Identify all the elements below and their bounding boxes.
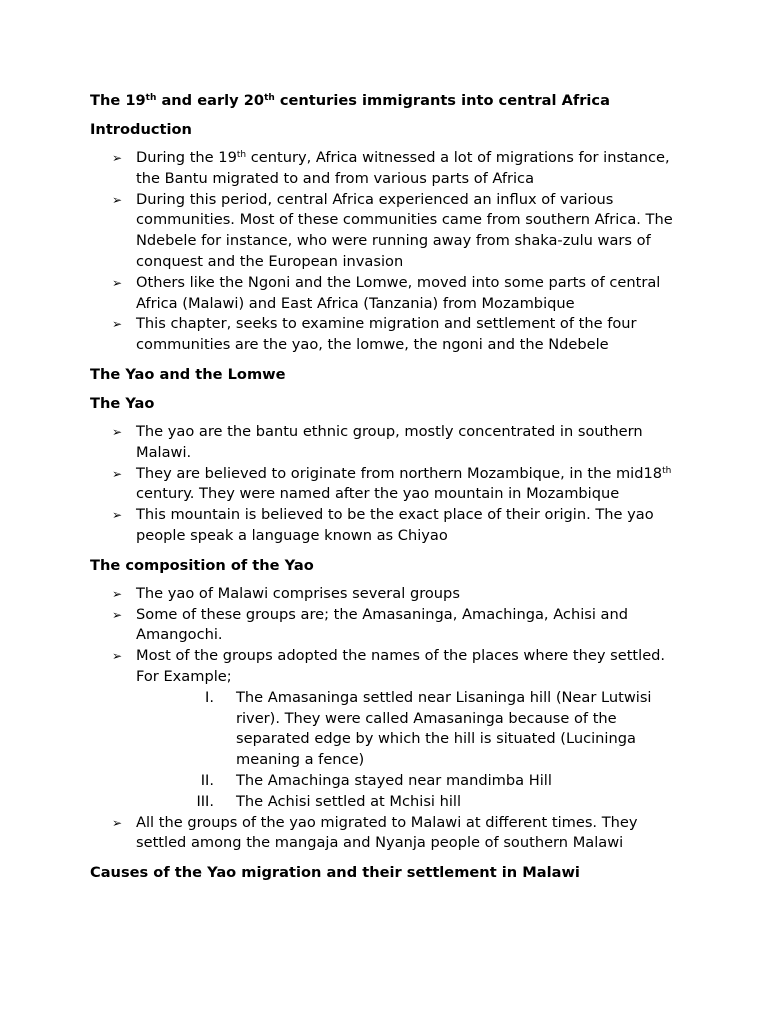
introduction-heading: Introduction — [90, 121, 192, 138]
list-item: ➢ Most of the groups adopted the names of the places where they settled. For Example; — [112, 647, 666, 685]
arrowhead-bullet-icon: ➢ — [112, 586, 123, 601]
composition-sublist — [90, 688, 690, 813]
composition-list — [90, 584, 690, 688]
roman-numeral: II. — [200, 771, 214, 789]
list-item: ➢ This chapter, seeks to examine migration and settlement of the four communities are the yao, the lomwe, the ngoni and the Ndebele — [112, 315, 637, 354]
sub-list-item: II. The Amachinga stayed near mandimba Hill — [90, 771, 690, 792]
arrowhead-bullet-icon: ➢ — [112, 508, 123, 523]
the-yao-heading: The Yao — [90, 394, 155, 412]
arrowhead-bullet-icon: ➢ — [112, 607, 123, 622]
arrowhead-bullet-icon: ➢ — [112, 466, 123, 481]
list-item: ➢ Others like the Ngoni and the Lomwe, moved into some parts of central Africa (Malawi) and East Africa (Tanzania) from Mozambique — [112, 273, 661, 312]
arrowhead-bullet-icon: ➢ — [112, 192, 123, 207]
causes-heading: Causes of the Yao migration and their settlement in Malawi — [90, 864, 580, 882]
arrowhead-bullet-icon: ➢ — [112, 317, 123, 332]
yao-lomwe-heading: The Yao and the Lomwe — [90, 365, 286, 383]
document-title: The 19th and early 20th centuries immigrants into central Africa — [90, 92, 610, 109]
list-item: ➢ During this period, central Africa experienced an influx of various communities. Most of these communities came from southern Africa. The Ndebele for instance, who were running away from shaka-zulu wars of conquest and the European invasion — [112, 190, 673, 270]
the-yao-list — [90, 422, 690, 547]
list-item: ➢ Some of these groups are; the Amasaninga, Amachinga, Achisi and Amangochi. — [112, 605, 629, 644]
introduction-list — [90, 148, 690, 356]
list-item: ➢ They are believed to originate from northern Mozambique, in the mid18th century. They were named after the yao mountain in Mozambique — [112, 464, 672, 503]
arrowhead-bullet-icon: ➢ — [112, 275, 123, 290]
list-item: ➢ The yao of Malawi comprises several groups — [90, 584, 690, 605]
roman-numeral: III. — [196, 792, 214, 810]
composition-heading: The composition of the Yao — [90, 556, 314, 574]
sub-list-item: III. The Achisi settled at Mchisi hill — [90, 792, 690, 813]
list-item: ➢ All the groups of the yao migrated to Malawi at different times. They settled among the mangaja and Nyanja people of southern Malawi — [112, 813, 638, 852]
arrowhead-bullet-icon: ➢ — [112, 151, 123, 165]
document-page — [90, 88, 690, 883]
sub-list-item: I. The Amasaninga settled near Lisaninga hill (Near Lutwisi river). They were called Amasaninga because of the separated edge by which the hill is situated (Lucininga meaning a fence) — [90, 688, 690, 771]
composition-list-continued — [90, 813, 690, 855]
roman-numeral: I. — [205, 688, 214, 706]
list-item: ➢ This mountain is believed to be the exact place of their origin. The yao people speak a language known as Chiyao — [112, 506, 654, 544]
arrowhead-bullet-icon: ➢ — [112, 424, 123, 439]
arrowhead-bullet-icon: ➢ — [112, 649, 123, 664]
list-item: ➢ The yao are the bantu ethnic group, mostly concentrated in southern Malawi. — [112, 422, 643, 461]
arrowhead-bullet-icon: ➢ — [112, 815, 123, 830]
list-item: ➢ During the 19th century, Africa witnessed a lot of migrations for instance, the Bantu migrated to and from various parts of Africa — [112, 149, 670, 187]
